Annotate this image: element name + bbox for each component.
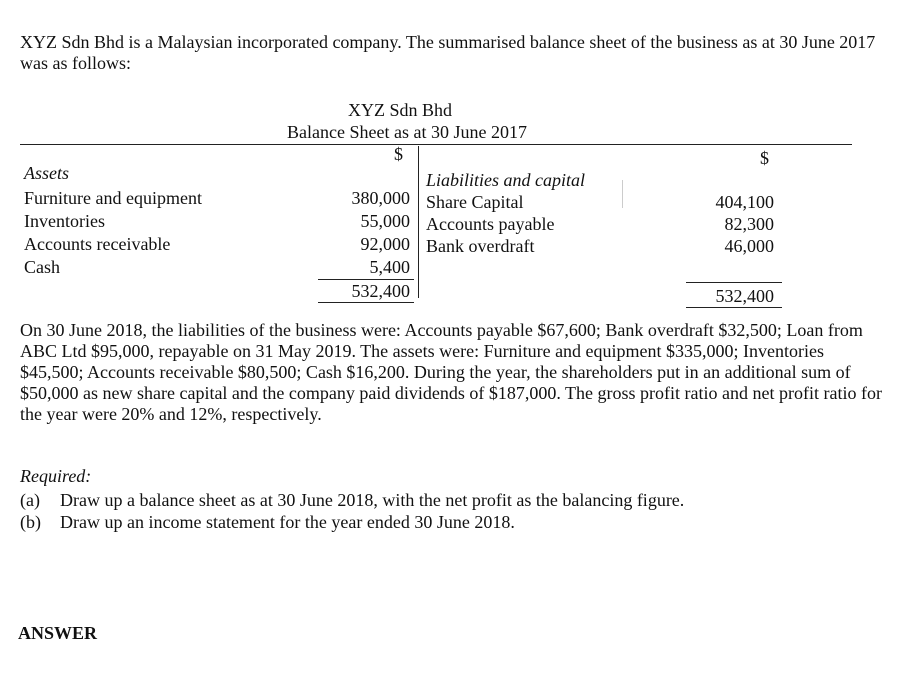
required-item-a	[20, 490, 684, 511]
asset-label: Cash	[24, 257, 60, 277]
liability-label: Accounts payable	[426, 214, 555, 234]
asset-label: Inventories	[24, 211, 105, 231]
currency-left: $	[394, 144, 403, 164]
liabilities-total-rule	[686, 307, 782, 308]
liability-label: Bank overdraft	[426, 236, 535, 256]
asset-label: Furniture and equipment	[24, 188, 202, 208]
intro-text: XYZ Sdn Bhd is a Malaysian incorporated company. The summarised balance sheet of the business as at 30 June 2017 was as follows:	[20, 32, 876, 73]
answer-label: ANSWER	[18, 623, 98, 643]
liability-label: Share Capital	[426, 192, 524, 212]
asset-value: 5,400	[369, 257, 410, 277]
asset-value: 55,000	[360, 211, 410, 231]
scan-mark	[622, 180, 623, 208]
assets-column-divider	[418, 146, 419, 298]
question-paragraph: On 30 June 2018, the liabilities of the business were: Accounts payable $67,600; Bank overdraft $32,500; Loan from ABC Ltd $95,000, repayable on 31 May 2019. The assets were: Furniture and equipment $335,000; Inventories $45,500; Accounts receivable $80,500; Cash $16,200. During the year, the shareholders put in an additional sum of $50,000 as new share capital and the company paid dividends of $187,000. The gross profit ratio and net profit ratio for the year were 20% and 12%, respectively.	[20, 320, 882, 424]
required-item-text: Draw up a balance sheet as at 30 June 2018, with the net profit as the balancing figure.	[60, 490, 685, 510]
assets-heading: Assets	[24, 163, 69, 183]
liability-value: 46,000	[724, 236, 774, 256]
asset-value: 380,000	[351, 188, 410, 208]
liability-value: 404,100	[715, 192, 774, 212]
sheet-title: Balance Sheet as at 30 June 2017	[287, 122, 527, 142]
liabilities-heading: Liabilities and capital	[426, 170, 586, 190]
currency-right: $	[760, 148, 769, 168]
assets-total-rule	[318, 302, 414, 303]
required-item-tag: (b)	[20, 512, 41, 532]
required-item-text: Draw up an income statement for the year ended 30 June 2018.	[60, 512, 515, 532]
required-heading: Required:	[20, 466, 92, 486]
assets-total: 532,400	[351, 281, 410, 301]
assets-subtotal-rule	[318, 279, 414, 280]
liabilities-total: 532,400	[715, 286, 774, 306]
required-item-tag: (a)	[20, 490, 40, 510]
company-name: XYZ Sdn Bhd	[347, 100, 452, 120]
liability-value: 82,300	[724, 214, 774, 234]
sheet-top-rule	[20, 144, 852, 145]
required-item-b	[20, 512, 515, 533]
asset-value: 92,000	[360, 234, 410, 254]
asset-label: Accounts receivable	[24, 234, 171, 254]
liabilities-subtotal-rule	[686, 282, 782, 283]
